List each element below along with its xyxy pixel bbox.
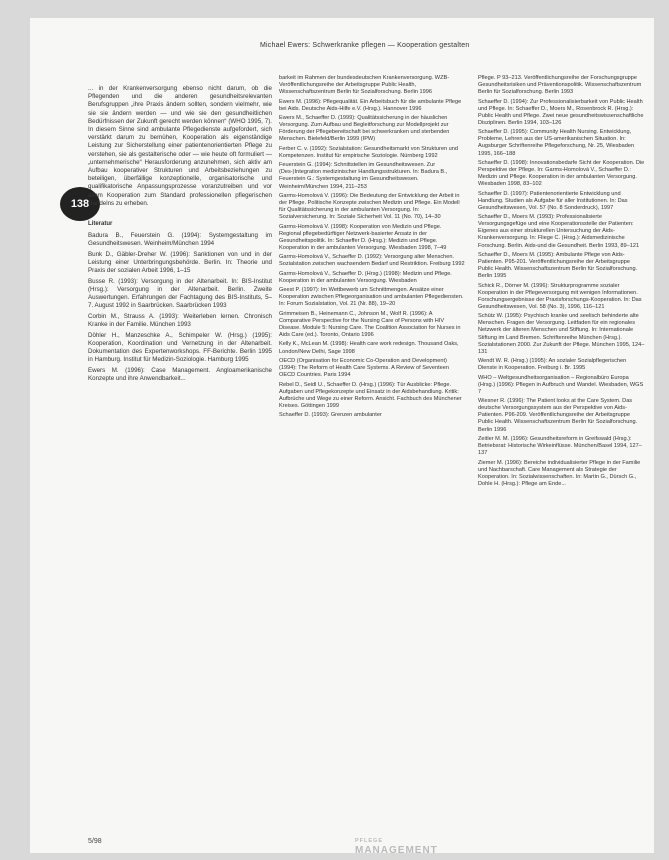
reference-entry: Badura B., Feuerstein G. (1994): Systemgestaltung im Gesundheitswesen. Weinheim/München 1994 [88, 232, 272, 248]
reference-entry: Döhler H., Manzeschke A., Schimpeler W. (Hrsg.) (1995): Kooperation, Koordination und Vernetzung in der Altenarbeit. Dokumentation des Expertenworkshops. FF-Berichte. Berlin 1995 in Hamburg. Institut für Medizin-Soziologie. Hamburg 1995 [88, 331, 272, 364]
running-header: Michael Ewers: Schwerkranke pflegen — Kooperation gestalten [260, 42, 470, 49]
journal-logo [355, 836, 438, 856]
reference-entry: Ewers M. (1996): Case Management. Angloamerikanische Konzepte und ihre Anwendbarkeit... [88, 366, 272, 382]
reference-entry: Schaeffer D. (1997): Patientenorientierte Entwicklung und Handlung. Studien als Aufgabe für aller Institutionen. In: Das Gesundheitswesen, Vol. 57 (No. 8 Sonderdruck), 1997 [478, 190, 628, 211]
reference-entry: Garms-Homolová V., Schaeffer D. (1992): Versorgung alter Menschen. Sozialstation zwischen wachsendem Bedarf und Restriktion. Freiburg 1992 [279, 254, 465, 268]
reference-entry: Schaeffer D. (1995): Community Health Nursing. Entwicklung, Probleme, Lehren aus der US-amerikanischen Situation. In: Augsburger Schriftenreihe Pflegeforschung, Nr. 25, Wiesbaden 1995, 166–188 [478, 129, 635, 157]
reference-entry: Wiesner R. (1996): The Patient looks at the Care System. Das deutsche Versorgungssystem aus der Perspektive von Aids-Patienten. P96-209. Veröffentlichungsreihe der Arbeitsgruppe Public Health. Wissenschaftszentrum Berlin für Sozialforschung. Berlin 1996 [478, 398, 638, 433]
reference-entry: barkeit im Rahmen der bundesdeutschen Krankenversorgung. WZB-Veröffentlichungsreihe der Arbeitsgruppe Public Health, Wissenschaftszentrum Berlin für Sozialforschung. Berlin 1996 [279, 75, 450, 96]
reference-entry: Ewers M., Schaeffer D. (1999): Qualitätssicherung in der häuslichen Versorgung. Zum Aufbau und Begleitforschung zur Modellprojekt zur Förderung der Pflegebereitschaft bei schwerkranken und sterbenden Menschen. Bielefeld/Berlin 1999 (IPW) [279, 115, 450, 143]
reference-entry: Schaeffer D., Moers M. (1993): Professionalisierte Versorgungsgefüge und eine Kooperationsstelle der Patienten: Eigenes aus einer strukturellen Untersuchung der Aids-Krankenversorgung. In: Fliege C. (Hrsg.): Aidsmedizinische Forschung. Berlin. Aids-und die Gesundheit. Berlin 1993, 89–121 [478, 214, 640, 249]
column-middle [279, 75, 465, 422]
reference-entry: Busse R. (1993): Versorgung in der Altenarbeit. In: BIS-Institut (Hrsg.): Versorgung in der Altenarbeit. Berlin. Zweite Auswertungen. Erfahrungen der Fachtagung des BIS-Instituts, 5–7. August 1992 in Saarbrücken. Saarbrücken 1993 [88, 277, 272, 310]
reference-entry: WHO – Weltgesundheitsorganisation – Regionalbüro Europa (Hrsg.) (1996): Pflegen in Aufbruch und Wandel. Wiesbaden, WGS 7 [478, 374, 644, 395]
reference-entry: Zeitler M. M. (1996): Gesundheitsreform in Greifswald (Hrsg.): Betriebsrat: Historische Wirkeinflüsse. München/Basel 1994, 127–137 [478, 435, 642, 457]
reference-entry: Grimmeisen B., Heinemann C., Johnson M., Wolf R. (1996): A Comparative Perspective for the Nursing Care of Persons with HIV Disease. Module 5: Nursing Care. The Coalition Association for Nurses in Aids Care (ed.). Toronto, Ontario 1996 [279, 310, 461, 339]
literature-heading: Literatur [88, 221, 113, 228]
reference-entry: Schick R., Dörner M. (1996): Strukturprogramme sozialer Kooperation in der Pflegeversorgung mit wenigen Informationen. Forschungsergebnisse der Praxisforschungs-Kooperation. In: Das Gesundheitswesen, Vol. 58 (No. 3), 1996, 116–121 [478, 282, 642, 310]
reference-entry: Feuerstein G. (1994): Schnittstellen im Gesundheitswesen. Zur (Des-)Integration medizinischer Handlungsstrukturen. In: Badura B., Feuerstein G.: Systemgestaltung im Gesundheitswesen. Weinheim/München 1994, 211–253 [279, 162, 448, 190]
reference-list-1 [88, 232, 272, 383]
reference-entry: Schaeffer D. (1993): Grenzen ambulanter [279, 412, 382, 419]
body-text: ... in der Krankenversorgung ebenso nicht darum, ob die Pflegenden und die anderen gesundheitsrelevanten Berufsgruppen „ihre Praxis ändern sollten, sondern vielmehr, wie sie sie ändern werden — und wie sie den gesundheitlichen Bedürfnissen der Zukunft gerecht werden können“ (WHO 1995, 7). In diesem Sinne sind ambulante Pflegedienste aufgefordert, sich verstärkt darum zu bemühen, Kooperation als eigenständige Leistung zur Sicherstellung einer patientenorientierten Pflege zu verstehen, sie als gestalterische oder — wie heute oft formuliert — „unternehmerische“ Herausforderung anzunehmen, sich aktiv am Aufbau kooperativer Strukturen und Arbeitsbeziehungen zu beteiligen, überfällige konzeptionelle, organisatorische und qualifikatorische Anpassungsprozesse voranzutreiben und vor allem Kooperation zum Standard professionellen pflegerischen Handelns zu erheben. [88, 85, 272, 207]
reference-entry: Schütz W. (1995): Psychisch kranke und seelisch behinderte alte Menschen. Fragen der Versorgung. Leitfaden für ein regionales Netzwerk der älteren Menschen und Stiftung. In: Internationale Stiftung im Land Bremen. Schriftenreihe München (Hrsg.). Sozialstationen 2000. Zur Zukunft der Pflege. München 1995, 124–131 [478, 313, 645, 355]
logo-bottom-text: MANAGEMENT [355, 845, 438, 856]
reference-entry: Wendt W. R. (Hrsg.) (1995): An sozialer Sozialpflegerischen Dienste in Kooperation. Freiburg i. Br. 1995 [478, 358, 627, 372]
reference-entry: Pflege. P 93–213. Veröffentlichungsreihe der Forschungsgruppe Gesundheitsrisiken und Präventionspolitik. Wissenschaftszentrum Berlin für Sozialforschung. Berlin 1993 [478, 75, 642, 96]
reference-entry: Schaeffer D., Moers M. (1995): Ambulante Pflege von Aids-Patienten. P95-201. Veröffentlichungsreihe der Arbeitsgruppe Public Health. Wissenschaftszentrum Berlin für Sozialforschung. Berlin 1995 [478, 251, 638, 280]
reference-entry: Schaeffer D. (1994): Zur Professionalisierbarkeit von Public Health und Pflege. In: Schaeffer D., Moers M., Rosenbrock R. (Hrsg.): Public Health und Pflege. Zwei neue gesundheitswissenschaftliche Disziplinen. Berlin 1994, 103–126 [478, 98, 644, 126]
reference-entry: Ewers M. (1996): Pflegequalität. Ein Arbeitsbuch für die ambulante Pflege bei Aids. Deutsche Aids-Hilfe e.V. (Hrsg.). Hannover 1996 [279, 98, 462, 112]
column-right [478, 75, 646, 490]
reference-entry: Corbin M., Strauss A. (1993): Weiterleben lernen. Chronisch Kranke in der Familie. München 1993 [88, 312, 272, 329]
reference-entry: Ziemer M. (1996): Bereiche individualisierter Pflege in der Familie und Nachbarschaft. Care Management als Strategie der Kooperation. In: Sozialwissenschaften. In: Martin G., Dürsch G., Dohle H. (Hrsg.): Pflege am Ende... [478, 459, 641, 487]
reference-entry: Rebel D., Seidl U., Schaeffer D. (Hrsg.) (1996): Tür Ausblicke: Pflege. Aufgaben und Pflegekonzepte und Einsatz in der Aidsbehandlung. Kritik: Aufbrüche und Wege zu einer Reform. Ansicht. Fachbuch des Münchener Kreises. Göttingen 1999 [279, 381, 462, 409]
reference-entry: Ferber C. v. (1992): Sozialstation: Gesundheitsmarkt von Strukturen und Kompetenzen. Institut für empirische Soziologie. Nürnberg 1992 [279, 145, 458, 159]
reference-entry: Kelly K., McLean M. (1998): Health care work redesign. Thousand Oaks, London/New Delhi, Sage 1998 [279, 341, 459, 355]
reference-entry: OECD (Organisation for Economic Co-Operation and Development) (1994): The Reform of Health Care Systems. A Review of Seventeen OECD Countries. Paris 1994 [279, 357, 449, 379]
reference-entry: Garms-Homolová V., Schaeffer D. (Hrsg.) (1998): Medizin und Pflege. Kooperation in der ambulanten Versorgung. Wiesbaden [279, 270, 452, 284]
reference-entry: Bunk D., Gäbler-Dreher W. (1996): Sanktionen von und in der Leistung einer Unterbringungsbehörde. Berlin. In: Theorie und Praxis der sozialen Arbeit 1996, 1–15 [88, 250, 272, 275]
reference-entry: Schaeffer D. (1998): Innovationsbedarfe Sicht der Kooperation. Die Perspektive der Pflege. In: Garms-Homolová V., Schaeffer D.: Medizin und Pflege. Kooperation in der ambulanten Versorgung. Wiesbaden 1998, 83–102 [478, 159, 645, 188]
column-left [88, 85, 272, 385]
reference-entry: Geest P. (1997): Im Wettbewerb um Schnittmengen. Ansätze einer Kooperation zwischen Pflegeorganisation und ambulanten Pflegediensten. In: Forum Sozialstation, Vol. 21 (Nr. 88), 19–20 [279, 287, 464, 308]
page-number-badge: 138 [60, 187, 100, 221]
logo-top-text: PFLEGE [355, 838, 384, 844]
reference-entry: Garms-Homolová V. (1996): Die Bedeutung der Entwicklung der Arbeit in der Pflege. Politische Konzepte zwischen Medizin und Pflege. Ein Modell für Qualitätssicherung in der ambulanten Versorgung. In: Sozialversicherung. In: Soziale Sicherheit Vol. 11 (No. 70), 14–30 [279, 192, 460, 221]
reference-entry: Garms-Homolová V. (1998): Kooperation von Medizin und Pflege. Regional pflegebedürftiger Netzwerk-basierter Ansatz in der Gesundheitspolitik. In: Schaeffer D. (Hrsg.): Medizin und Pflege. Kooperation in der ambulanten Versorgung. Wiesbaden 1998, 7–49 [279, 223, 447, 251]
issue-number: 5/98 [88, 838, 102, 845]
